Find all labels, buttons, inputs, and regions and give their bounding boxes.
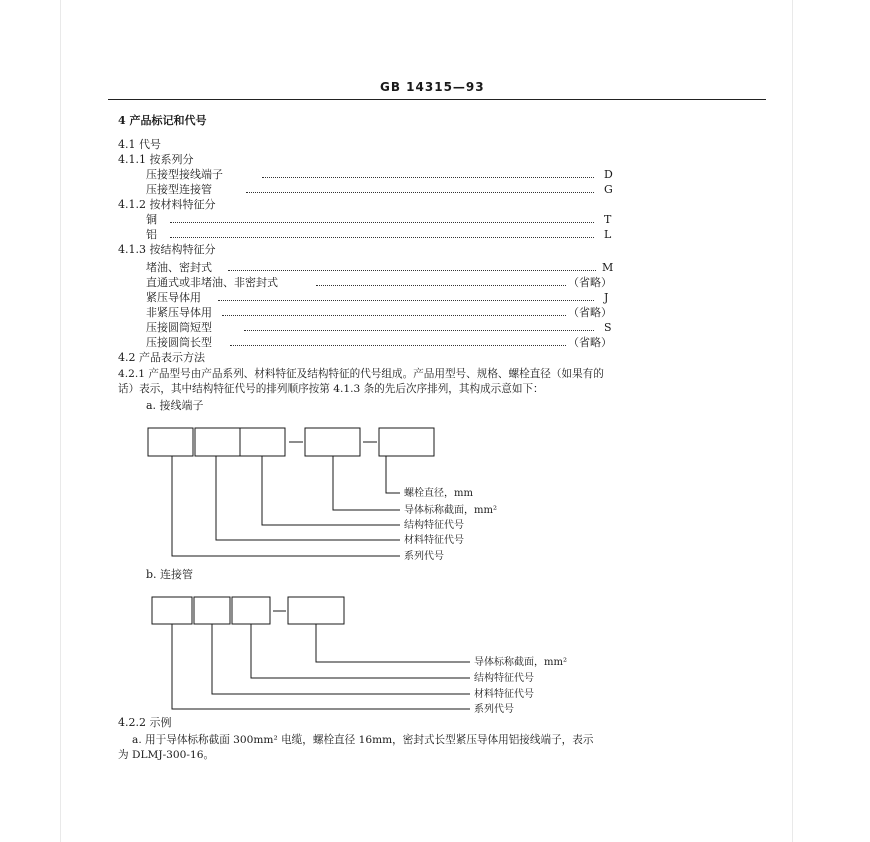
- material-label: 铜: [146, 213, 157, 226]
- section-4-heading: 4 产品标记和代号: [118, 114, 207, 127]
- diagram-label: 材料特征代号: [474, 689, 534, 700]
- code-box-structure: [232, 597, 270, 624]
- diagram-label: 导体标称截面，mm²: [404, 505, 497, 516]
- structure-label: 紧压导体用: [146, 291, 201, 304]
- structure-code: （省略）: [568, 276, 612, 289]
- paragraph-4-2-1-line: 话）表示，其中结构特征代号的排列顺序按第 4.1.3 条的先后次序排列，其构成示意如下：: [118, 383, 544, 395]
- structure-label: 堵油、密封式: [146, 261, 212, 274]
- diagram-label: 螺栓直径，mm: [404, 488, 473, 499]
- example-line: a. 用于导体标称截面 300mm² 电缆，螺栓直径 16mm，密封式长型紧压导体用铝接线端子，表示: [132, 734, 594, 746]
- diagram-label: 系列代号: [474, 704, 514, 715]
- series-label: 压接型连接管: [146, 183, 212, 196]
- standard-number-header: GB 14315—93: [380, 80, 485, 94]
- structure-code: （省略）: [568, 306, 612, 319]
- series-label: 压接型接线端子: [146, 168, 223, 181]
- leader-line: [251, 624, 470, 678]
- leader-line: [316, 624, 470, 662]
- material-code: T: [604, 213, 612, 226]
- material-label: 铝: [146, 228, 157, 241]
- diagram-a-title: a. 接线端子: [146, 399, 204, 412]
- structure-code: J: [604, 291, 609, 304]
- diagram-label: 导体标称截面，mm²: [474, 657, 567, 668]
- structure-label: 非紧压导体用: [146, 306, 212, 319]
- section-4-1-heading: 4.1 代号: [118, 138, 161, 151]
- structure-label: 压接圆筒长型: [146, 336, 212, 349]
- section-4-2-2-heading: 4.2.2 示例: [118, 716, 172, 729]
- diagram-b-title: b. 连接管: [146, 568, 194, 581]
- code-box-material: [194, 597, 230, 624]
- section-4-2-heading: 4.2 产品表示方法: [118, 351, 205, 364]
- section-4-1-3-heading: 4.1.3 按结构特征分: [118, 243, 216, 256]
- material-code: L: [604, 228, 612, 241]
- diagram-label: 材料特征代号: [404, 535, 464, 546]
- code-box-cross-section: [288, 597, 344, 624]
- example-line: 为 DLMJ-300-16。: [118, 749, 215, 761]
- series-code: G: [604, 183, 613, 196]
- paragraph-4-2-1-line: 4.2.1 产品型号由产品系列、材料特征及结构特征的代号组成。产品用型号、规格、螺栓直径（如果有的: [118, 368, 604, 380]
- section-4-1-1-heading: 4.1.1 按系列分: [118, 153, 194, 166]
- diagram-label: 系列代号: [404, 551, 444, 562]
- structure-code: M: [602, 261, 614, 274]
- series-code: D: [604, 168, 613, 181]
- structure-code: S: [604, 321, 612, 334]
- structure-label: 直通式或非堵油、非密封式: [146, 276, 278, 289]
- diagram-label: 结构特征代号: [474, 673, 534, 684]
- structure-code: （省略）: [568, 336, 612, 349]
- structure-label: 压接圆筒短型: [146, 321, 212, 334]
- leader-line: [172, 624, 470, 709]
- section-4-1-2-heading: 4.1.2 按材料特征分: [118, 198, 216, 211]
- code-box-series: [152, 597, 192, 624]
- diagram-label: 结构特征代号: [404, 520, 464, 531]
